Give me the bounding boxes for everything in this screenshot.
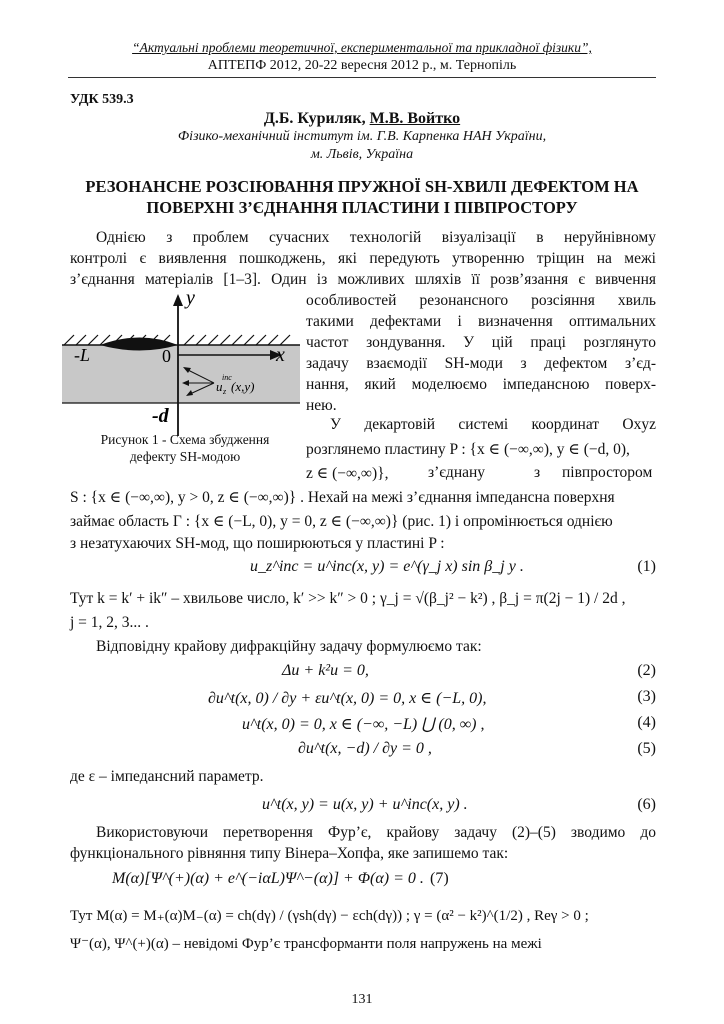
equation-1: u_z^inc = u^inc(x, y) = e^(γ_j x) sin β_j y . — [250, 558, 524, 575]
equation-number-6: (6) — [637, 796, 656, 813]
equation-2: Δu + k²u = 0, — [282, 662, 369, 679]
paragraph-line: де ε – імпедансний параметр. — [70, 768, 264, 785]
authors — [0, 110, 724, 128]
label-y: y — [186, 290, 195, 309]
paragraph-line: півпростором — [562, 464, 653, 481]
label-z: z — [223, 387, 227, 396]
udk-code: УДК 539.3 — [70, 92, 134, 107]
paragraph-line: Використовуючи перетворення Фур’є, крайову задачу (2)–(5) зводимо до — [96, 824, 656, 841]
label-xy: (x,y) — [231, 379, 255, 394]
equation-4: u^t(x, 0) = 0, x ∈ (−∞, −L) ⋃ (0, ∞) , — [242, 716, 485, 733]
equation-number-3: (3) — [637, 688, 656, 705]
paragraph-line: задачу взаємодії SH-моди з дефектом з’єд- — [306, 355, 656, 372]
paragraph-line: z ∈ (−∞,∞)}, — [306, 465, 389, 482]
equation-7: M(α)[Ψ^(+)(α) + e^(−iαL)Ψ^−(α)] + Φ(α) = 0 . — [112, 870, 424, 887]
equation-5: ∂u^t(x, −d) / ∂y = 0 , — [298, 740, 432, 757]
plate-region — [62, 345, 300, 403]
conference-title: “Актуальні проблеми теоретичної, експериментальної та прикладної фізики”, — [132, 40, 592, 55]
surface-hatching — [64, 335, 290, 345]
paragraph-line: Ψ⁻(α), Ψ^(+)(α) – невідомі Фур’є трансформанти поля напружень на межі — [70, 936, 542, 952]
paragraph-line: з’єднану — [428, 464, 486, 481]
label-x: x — [276, 344, 285, 366]
paragraph-line: функціонального рівняння типу Вінера–Хопфа, яке запишемо так: — [70, 845, 509, 862]
equation-6: u^t(x, y) = u(x, y) + u^inc(x, y) . — [262, 796, 468, 813]
y-axis-arrow — [173, 294, 183, 306]
paragraph-line: контролі є виявлення пошкоджень, які передують утворенню тріщин на межі — [70, 250, 656, 267]
equation-number-4: (4) — [637, 714, 656, 731]
paragraph-line: Однією з проблем сучасних технологій візуалізації в неруйнівному — [96, 229, 656, 246]
paragraph-line: з незатухаючих SH-мод, що поширюються у пластині P : — [70, 535, 445, 552]
paper-title-line-2: ПОВЕРХНІ З’ЄДНАННЯ ПЛАСТИНИ І ПІВПРОСТОРУ — [146, 198, 578, 217]
paragraph-line: частот зондування. У цій праці розглянуто — [306, 334, 656, 351]
equation-number-2: (2) — [637, 662, 656, 679]
institute-line-1: Фізико-механічний інститут ім. Г.В. Карпенка НАН України, — [177, 129, 547, 144]
paragraph-line: У декартовій системі координат Oxyz — [330, 416, 656, 433]
figure-schema — [62, 290, 300, 436]
paragraph-line: нання, який моделюємо імпедансною поверх- — [306, 376, 656, 393]
paragraph-line: Тут k = k′ + ik″ – хвильове число, k′ >> k″ > 0 ; γ_j = √(β_j² − k²) , β_j = π(2j − 1) / 2d , — [70, 590, 626, 607]
paragraph-line: займає область Γ : {x ∈ (−L, 0), y = 0, z ∈ (−∞,∞)} (рис. 1) і опромінюється однією — [70, 513, 613, 530]
paragraph-line: Тут M(α) = M₊(α)M₋(α) = ch(dγ) / (γsh(dγ) − εch(dγ)) ; γ = (α² − k²)^(1/2) , Reγ > 0 ; — [70, 908, 589, 924]
label-u: u — [216, 379, 223, 394]
page-number: 131 — [351, 992, 373, 1007]
equation-3: ∂u^t(x, 0) / ∂y + εu^t(x, 0) = 0, x ∈ (−L, 0), — [208, 690, 487, 707]
figure-caption-line-2: дефекту SH-модою — [129, 449, 241, 464]
label-inc: inc — [222, 373, 232, 382]
author-first: Д.Б. Куриляк, — [263, 110, 366, 127]
paragraph-line: S : {x ∈ (−∞,∞), y > 0, z ∈ (−∞,∞)} . Нехай на межі з’єднання імпедансна поверхня — [70, 489, 615, 506]
equation-number-7: (7) — [430, 870, 449, 887]
paragraph-line: j = 1, 2, 3... . — [70, 614, 149, 631]
paragraph-line: з’єднання матеріалів [1–3]. Один із можливих шляхів її розв’язання є вивчення — [70, 271, 656, 288]
equation-number-1: (1) — [637, 558, 656, 575]
paragraph-line: розглянемо пластину P : {x ∈ (−∞,∞), y ∈ (−d, 0), — [306, 441, 630, 458]
paragraph-line: такими дефектами і визначення оптимальних — [306, 313, 656, 330]
label-minus-d: -d — [152, 405, 169, 427]
header-rule — [68, 77, 656, 78]
conference-info: АПТЕПФ 2012, 20-22 вересня 2012 р., м. Тернопіль — [207, 58, 517, 73]
institute-line-2: м. Львів, Україна — [310, 147, 414, 162]
paragraph-line: Відповідну крайову дифракційну задачу формулюємо так: — [96, 638, 482, 655]
paragraph-line: особливостей резонансного розсіяння хвиль — [306, 292, 656, 309]
paragraph-line: з — [534, 464, 541, 481]
paragraph-line: нею. — [306, 397, 337, 414]
author-second: М.В. Войтко — [369, 110, 461, 127]
equation-number-5: (5) — [637, 740, 656, 757]
label-origin: 0 — [162, 346, 171, 366]
label-minus-L: -L — [74, 345, 91, 365]
figure-caption-line-1: Рисунок 1 - Схема збудження — [100, 432, 270, 447]
paper-title-line-1: РЕЗОНАНСНЕ РОЗСІЮВАННЯ ПРУЖНОЇ SH-ХВИЛІ ДЕФЕКТОМ НА — [85, 177, 639, 196]
